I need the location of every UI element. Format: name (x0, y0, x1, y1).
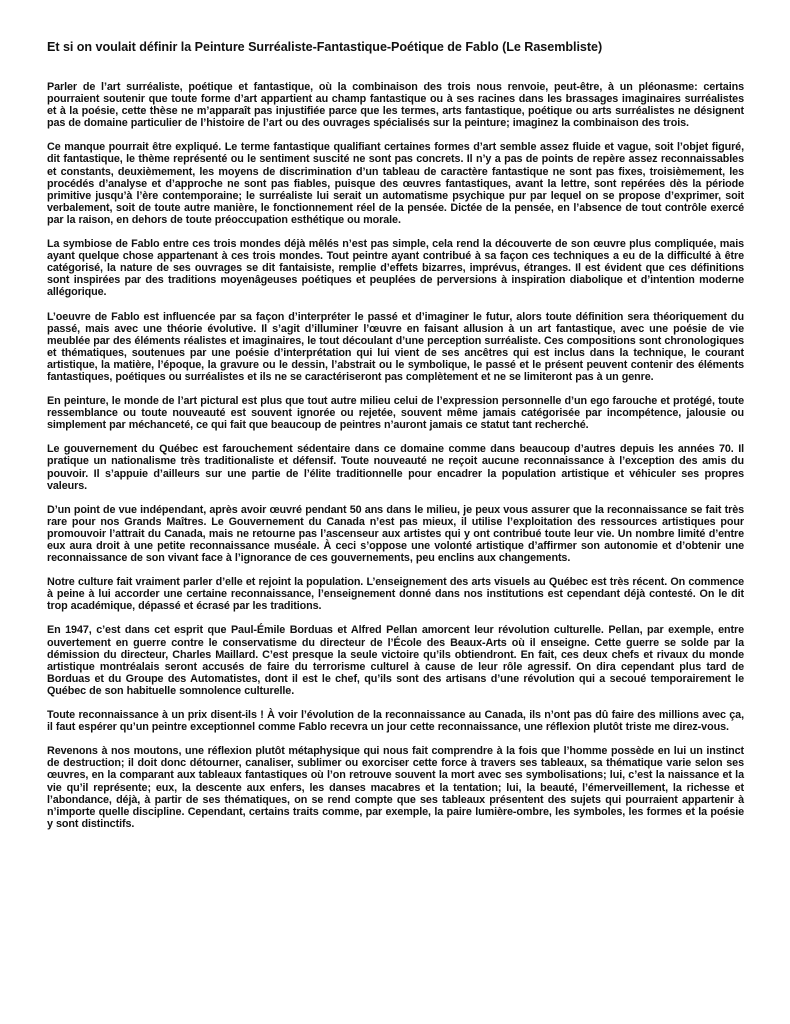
paragraph-5: En peinture, le monde de l’art pictural est plus que tout autre milieu celui de l’expression personnelle d’un ego farouche et protégé, toute ressemblance ou toute nouveauté est souvent ignorée ou rejetée, souvent même jamais catégorisée par incompétence, jalousie ou simplement par méchanceté, ce qui fait que beaucoup de peintres n’auront jamais ce statut tant recherché. (47, 395, 744, 432)
paragraph-1: Parler de l’art surréaliste, poétique et fantastique, où la combinaison des trois nous renvoie, peut-être, à un pléonasme: certains pourraient soutenir que toute forme d’art appartient au champ fantastique ou à ses racines dans les brassages imaginaires surréalistes et à la poésie, cette thèse ne m’apparaît pas injustifiée parce que les termes, arts fantastique, poétique ou arts surréalistes ne désignent pas de domaine particulier de l’histoire de l’art ou des ouvrages spécialisés sur la peinture; imaginez la combinaison des trois. (47, 81, 744, 130)
paragraph-11: Revenons à nos moutons, une réflexion plutôt métaphysique qui nous fait comprendre à la fois que l’homme possède en lui un instinct de destruction; il doit donc détourner, canaliser, sublimer ou exorciser cette force à travers ses tableaux, sa thématique varie selon ses œuvres, en la comparant aux tableaux fantastiques où l’on retrouve souvent la mort avec ses symbolisations; lui, c’est la naissance et la vie qu’il représente; eux, la descente aux enfers, les danses macabres et la tentation; lui, la beauté, l’émerveillement, la richesse et l’abondance, déjà, à partir de ses thématiques, on se rend compte que ses tableaux présentent des sujets qui pourraient appartenir à n’importe quelle discipline. Cependant, certains traits comme, par exemple, la paire lumière-ombre, les symboles, les formes et la poésie y sont distinctifs. (47, 745, 744, 830)
paragraph-3: La symbiose de Fablo entre ces trois mondes déjà mêlés n’est pas simple, cela rend la découverte de son œuvre plus compliquée, mais ayant quelque chose appartenant à ces trois mondes. Tout peintre ayant contribué à sa façon ces techniques a eu de la difficulté à être catégorisé, la nature de ses ouvrages se dit fantaisiste, remplie d’effets bizarres, imprévus, étranges. Il est évident que ces définitions sont inspirées par des traditions moyenâgeuses poétiques et peuplées de perversions à inspiration diabolique et d’intention moderne allégorique. (47, 238, 744, 299)
paragraph-8: Notre culture fait vraiment parler d’elle et rejoint la population. L’enseignement des arts visuels au Québec est très récent. On commence à peine à lui accorder une certaine reconnaissance, l’enseignement donné dans nos institutions est cependant déjà contesté. On le dit trop académique, dépassé et écrasé par les traditions. (47, 576, 744, 613)
document-title: Et si on voulait définir la Peinture Surréaliste-Fantastique-Poétique de Fablo (Le Rasembliste) (47, 40, 603, 54)
paragraph-2: Ce manque pourrait être expliqué. Le terme fantastique qualifiant certaines formes d’art semble assez fluide et vague, soit l’objet figuré, dit fantastique, le thème représenté ou le sentiment suscité ne sont pas concrets. Il n’y a pas de points de repère assez reconnaissables et constants, deuxièmement, les moyens de discrimination d’un tableau de caractère fantastique ne sont pas fixes, troisièmement, les procédés d’analyse et d’approche ne sont pas fiables, puisque des œuvres fantastiques, avant la lettre, sont repérées dès la période primitive jusqu’à l’ère contemporaine; le surréaliste lui serait un automatisme psychique pur par lequel on se propose d’exprimer, soit verbalement, soit de toute autre manière, le fonctionnement réel de la pensée. Dictée de la pensée, en l’absence de tout contrôle exercé par la raison, en dehors de toute préoccupation esthétique ou morale. (47, 141, 744, 226)
paragraph-4: L’oeuvre de Fablo est influencée par sa façon d’interpréter le passé et d’imaginer le futur, alors toute définition sera théoriquement du passé, mais avec une théorie évolutive. Il s’agit d’illuminer l’œuvre en faisant allusion à un art fantastique, avec une poésie de vie meublée par des éléments réalistes et imaginaires, le tout découlant d’une perception surréaliste. Ces compositions sont chronologiques et thématiques, soutenues par une poésie d’interprétation qui lui vient de ses ancêtres qui est inclus dans la technique, le courant artistique, la matière, l’époque, la gravure ou le dessin, l’abstrait ou le symbolique, le passé et le présent peuvent contenir des éléments fantastiques, poétiques ou surréalistes et ils ne se caractériseront pas complètement et ne se limiteront pas à un genre. (47, 310, 744, 383)
paragraph-9: En 1947, c’est dans cet esprit que Paul-Émile Borduas et Alfred Pellan amorcent leur révolution culturelle. Pellan, par exemple, entre ouvertement en guerre contre le conservatisme du directeur de l’École des Beaux-Arts où il enseigne. Cette guerre se solde par la démission du directeur, Charles Maillard. C’est presque la seule victoire qu’ils obtiendront. En fait, ces deux chefs et rivaux du monde artistique montréalais seront accusés de faire du terrorisme culturel à cause de leur rôle agressif. On dira cependant plus tard de Borduas et du Groupe des Automatistes, dont il est le chef, qu’ils sont des artisans d’une révolution qui a secoué temporairement le Québec de son habituelle somnolence culturelle. (47, 624, 744, 697)
paragraph-7: D’un point de vue indépendant, après avoir œuvré pendant 50 ans dans le milieu, je peux vous assurer que la reconnaissance se fait très rare pour nos Grands Maîtres. Le Gouvernement du Canada n’est pas mieux, il utilise l’exploitation des ressources artistiques pour promouvoir l’attrait du Canada, mais ne retourne pas l’ascenseur aux artistes qui y ont contribué toute leur vie. Un nombre limité d’entre eux aura droit à une petite reconnaissance muséale. À ceci s’oppose une volonté artistique d’affirmer son autonomie et d’obtenir une reconnaissance de son vivant face à l’ignorance de ces gouvernements, peu enclins aux changements. (47, 503, 744, 565)
paragraph-10: Toute reconnaissance à un prix disent-ils ! À voir l’évolution de la reconnaissance au Canada, ils n’ont pas dû faire des millions avec ça, il faut espérer qu’un peintre exceptionnel comme Fablo recevra un jour cette reconnaissance, une réflexion plutôt triste me direz-vous. (47, 709, 744, 734)
document-page (47, 40, 744, 842)
paragraph-6: Le gouvernement du Québec est farouchement sédentaire dans ce domaine comme dans beaucoup d’autres depuis les années 70. Il pratique un nationalisme très traditionaliste et défensif. Toute nouveauté ne reçoit aucune reconnaissance à l’exception des amis du pouvoir. Il s’appuie d’ailleurs sur une partie de l’élite traditionnelle pour encadrer la population artistique et véhiculer ses propres valeurs. (47, 443, 744, 492)
